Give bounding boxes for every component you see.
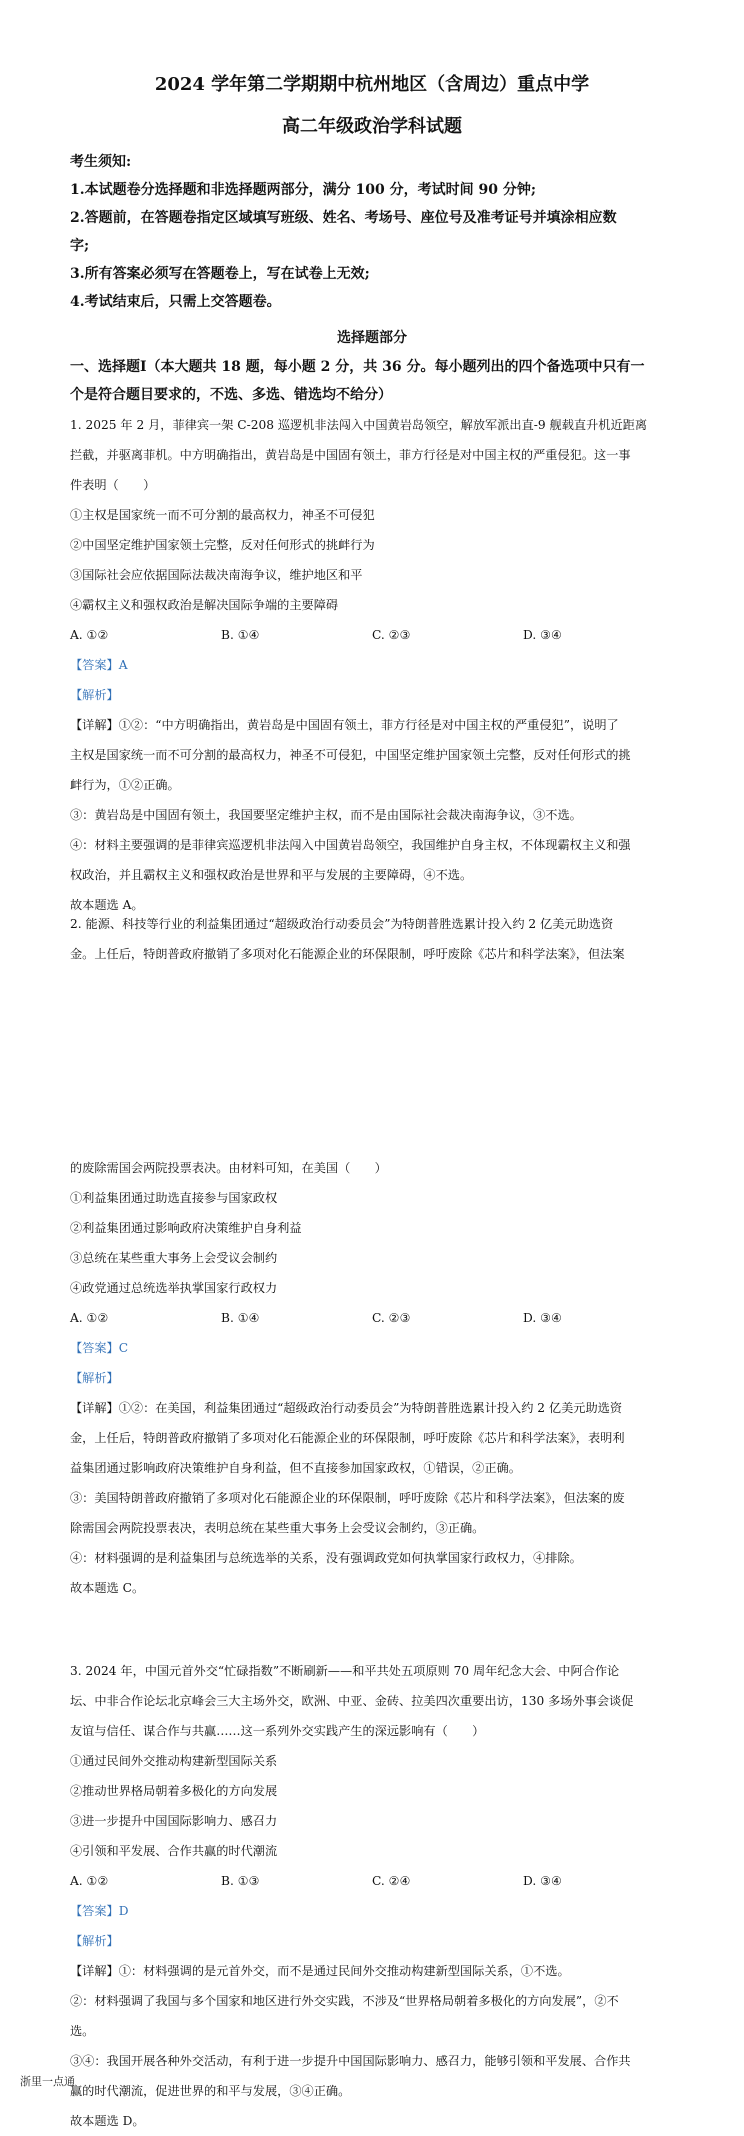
q3-item: ②推动世界格局朝着多极化的方向发展 xyxy=(70,1784,278,1798)
q3-stem-line: 3. 2024 年，中国元首外交“忙碌指数”不断刷新——和平共处五项原则 70 周年纪念大会、中阿合作论 xyxy=(70,1664,620,1678)
q3-stem-line: 友谊与信任、谋合作与共赢……这一系列外交实践产生的深远影响有（ ） xyxy=(70,1724,485,1738)
watermark: 浙里一点通 xyxy=(20,2075,75,2088)
q1-item: ④霸权主义和强权政治是解决国际争端的主要障碍 xyxy=(70,598,339,612)
q2-option-b: B. ①④ xyxy=(221,1311,260,1325)
part1-line: 一、选择题Ⅰ（本大题共 18 题，每小题 2 分，共 36 分。每小题列出的四个备选项中只有一 xyxy=(70,359,645,375)
q2-option-d: D. ③④ xyxy=(523,1311,562,1325)
q3-item: ④引领和平发展、合作共赢的时代潮流 xyxy=(70,1844,278,1858)
notes-item: 字; xyxy=(70,238,90,254)
q1-option-d: D. ③④ xyxy=(523,628,562,642)
q1-option-a: A. ①② xyxy=(70,628,109,642)
q2-detail-line: ④：材料强调的是利益集团与总统选举的关系，没有强调政党如何执掌国家行政权力，④排除。 xyxy=(70,1551,582,1565)
q1-item: ①主权是国家统一而不可分割的最高权力，神圣不可侵犯 xyxy=(70,508,375,522)
notes-heading: 考生须知: xyxy=(70,154,132,170)
q2-answer: 【答案】C xyxy=(70,1341,129,1355)
q2-detail-line: ③：美国特朗普政府撤销了多项对化石能源企业的环保限制，呼吁废除《芯片和科学法案》，但法案的废 xyxy=(70,1491,625,1505)
q1-stem-line: 拦截，并驱离菲机。中方明确指出，黄岩岛是中国固有领土，菲方行径是对中国主权的严重侵犯。这一事 xyxy=(70,448,631,462)
exam-subtitle: 高二年级政治学科试题 xyxy=(282,116,462,137)
q2-detail-line: 金，上任后，特朗普政府撤销了多项对化石能源企业的环保限制，呼吁废除《芯片和科学法案》，表明利 xyxy=(70,1431,625,1445)
q3-item: ①通过民间外交推动构建新型国际关系 xyxy=(70,1754,278,1768)
q2-stem-line: 2. 能源、科技等行业的利益集团通过“超级政治行动委员会”为特朗普胜选累计投入约 2 亿美元助选资 xyxy=(70,917,614,931)
q3-analysis-label: 【解析】 xyxy=(70,1934,119,1948)
q1-detail-line: ④：材料主要强调的是菲律宾巡逻机非法闯入中国黄岩岛领空，我国维护自身主权，不体现霸权主义和强 xyxy=(70,838,631,852)
q2-detail-line: 【详解】①②：在美国，利益集团通过“超级政治行动委员会”为特朗普胜选累计投入约 2 亿美元助选资 xyxy=(70,1401,623,1415)
q3-option-d: D. ③④ xyxy=(523,1874,562,1888)
q2-detail-line: 除需国会两院投票表决，表明总统在某些重大事务上会受议会制约，③正确。 xyxy=(70,1521,485,1535)
q1-detail-line: ③：黄岩岛是中国固有领土，我国要坚定维护主权，而不是由国际社会裁决南海争议，③不选。 xyxy=(70,808,582,822)
q3-detail-line: ②：材料强调了我国与多个国家和地区进行外交实践，不涉及“世界格局朝着多极化的方向发展”，②不 xyxy=(70,1994,619,2008)
q2-item: ③总统在某些重大事务上会受议会制约 xyxy=(70,1251,278,1265)
q1-detail-line: 衅行为，①②正确。 xyxy=(70,778,180,792)
q1-detail-line: 故本题选 A。 xyxy=(70,898,144,912)
q2-analysis-label: 【解析】 xyxy=(70,1371,119,1385)
part1-line: 个是符合题目要求的，不选、多选、错选均不给分） xyxy=(70,387,392,403)
q1-item: ②中国坚定维护国家领土完整，反对任何形式的挑衅行为 xyxy=(70,538,375,552)
q2-detail-line: 故本题选 C。 xyxy=(70,1581,145,1595)
q3-detail-line: ③④：我国开展各种外交活动，有利于进一步提升中国国际影响力、感召力，能够引领和平发展、合作共 xyxy=(70,2054,631,2068)
q2-stem-line: 的废除需国会两院投票表决。由材料可知，在美国（ ） xyxy=(70,1161,387,1175)
q1-answer: 【答案】A xyxy=(70,658,128,672)
part1-instructions xyxy=(70,353,680,409)
q1-analysis-label: 【解析】 xyxy=(70,688,119,702)
q1-detail-line: 主权是国家统一而不可分割的最高权力，神圣不可侵犯，中国坚定维护国家领土完整，反对任何形式的挑 xyxy=(70,748,631,762)
q3-option-b: B. ①③ xyxy=(221,1874,260,1888)
q1-detail-line: 【详解】①②：“中方明确指出，黄岩岛是中国固有领土，菲方行径是对中国主权的严重侵犯”，说明了 xyxy=(70,718,619,732)
q1-item: ③国际社会应依据国际法裁决南海争议，维护地区和平 xyxy=(70,568,363,582)
q2-item: ①利益集团通过助选直接参与国家政权 xyxy=(70,1191,278,1205)
q1-detail-line: 权政治，并且霸权主义和强权政治是世界和平与发展的主要障碍，④不选。 xyxy=(70,868,473,882)
question-2-top xyxy=(70,909,674,969)
q1-stem-line: 1. 2025 年 2 月，菲律宾一架 C-208 巡逻机非法闯入中国黄岩岛领空，解放军派出直-9 舰载直升机近距离 xyxy=(70,418,648,432)
q3-item: ③进一步提升中国国际影响力、感召力 xyxy=(70,1814,278,1828)
notes-item: 3.所有答案必须写在答题卷上，写在试卷上无效; xyxy=(70,266,370,282)
q3-stem-line: 坛、中非合作论坛北京峰会三大主场外交，欧洲、中亚、金砖、拉美四次重要出访，130 多场外事会谈促 xyxy=(70,1694,634,1708)
notes-item: 1.本试题卷分选择题和非选择题两部分，满分 100 分，考试时间 90 分钟; xyxy=(70,182,536,198)
q2-stem-line: 金。上任后，特朗普政府撤销了多项对化石能源企业的环保限制，呼吁废除《芯片和科学法案》，但法案 xyxy=(70,947,625,961)
q2-option-a: A. ①② xyxy=(70,1311,109,1325)
q3-detail-line: 赢的时代潮流，促进世界的和平与发展，③④正确。 xyxy=(70,2084,351,2098)
q2-options xyxy=(70,1303,674,1333)
q2-detail-line: 益集团通过影响政府决策维护自身利益，但不直接参加国家政权，①错误，②正确。 xyxy=(70,1461,521,1475)
question-1 xyxy=(70,410,674,920)
q1-options xyxy=(70,620,674,650)
q3-detail-line: 【详解】①：材料强调的是元首外交，而不是通过民间外交推动构建新型国际关系，①不选。 xyxy=(70,1964,570,1978)
q2-item: ②利益集团通过影响政府决策维护自身利益 xyxy=(70,1221,302,1235)
question-2 xyxy=(70,1153,674,1603)
q1-stem-line: 件表明（ ） xyxy=(70,478,156,492)
section-title: 选择题部分 xyxy=(337,330,407,346)
q3-option-c: C. ②④ xyxy=(372,1874,411,1888)
q1-option-b: B. ①④ xyxy=(221,628,260,642)
q2-item: ④政党通过总统选举执掌国家行政权力 xyxy=(70,1281,278,1295)
q3-answer: 【答案】D xyxy=(70,1904,129,1918)
q3-options xyxy=(70,1866,674,1896)
q3-detail-line: 选。 xyxy=(70,2024,95,2038)
q2-option-c: C. ②③ xyxy=(372,1311,411,1325)
question-3 xyxy=(70,1656,674,2136)
q3-option-a: A. ①② xyxy=(70,1874,109,1888)
notes-item: 4.考试结束后，只需上交答题卷。 xyxy=(70,294,281,310)
exam-title: 2024 学年第二学期期中杭州地区（含周边）重点中学 xyxy=(154,74,590,95)
notes-item: 2.答题前，在答题卷指定区域填写班级、姓名、考场号、座位号及准考证号并填涂相应数 xyxy=(70,210,617,226)
q3-detail-line: 故本题选 D。 xyxy=(70,2114,145,2128)
candidate-notes xyxy=(70,148,680,316)
q1-option-c: C. ②③ xyxy=(372,628,411,642)
